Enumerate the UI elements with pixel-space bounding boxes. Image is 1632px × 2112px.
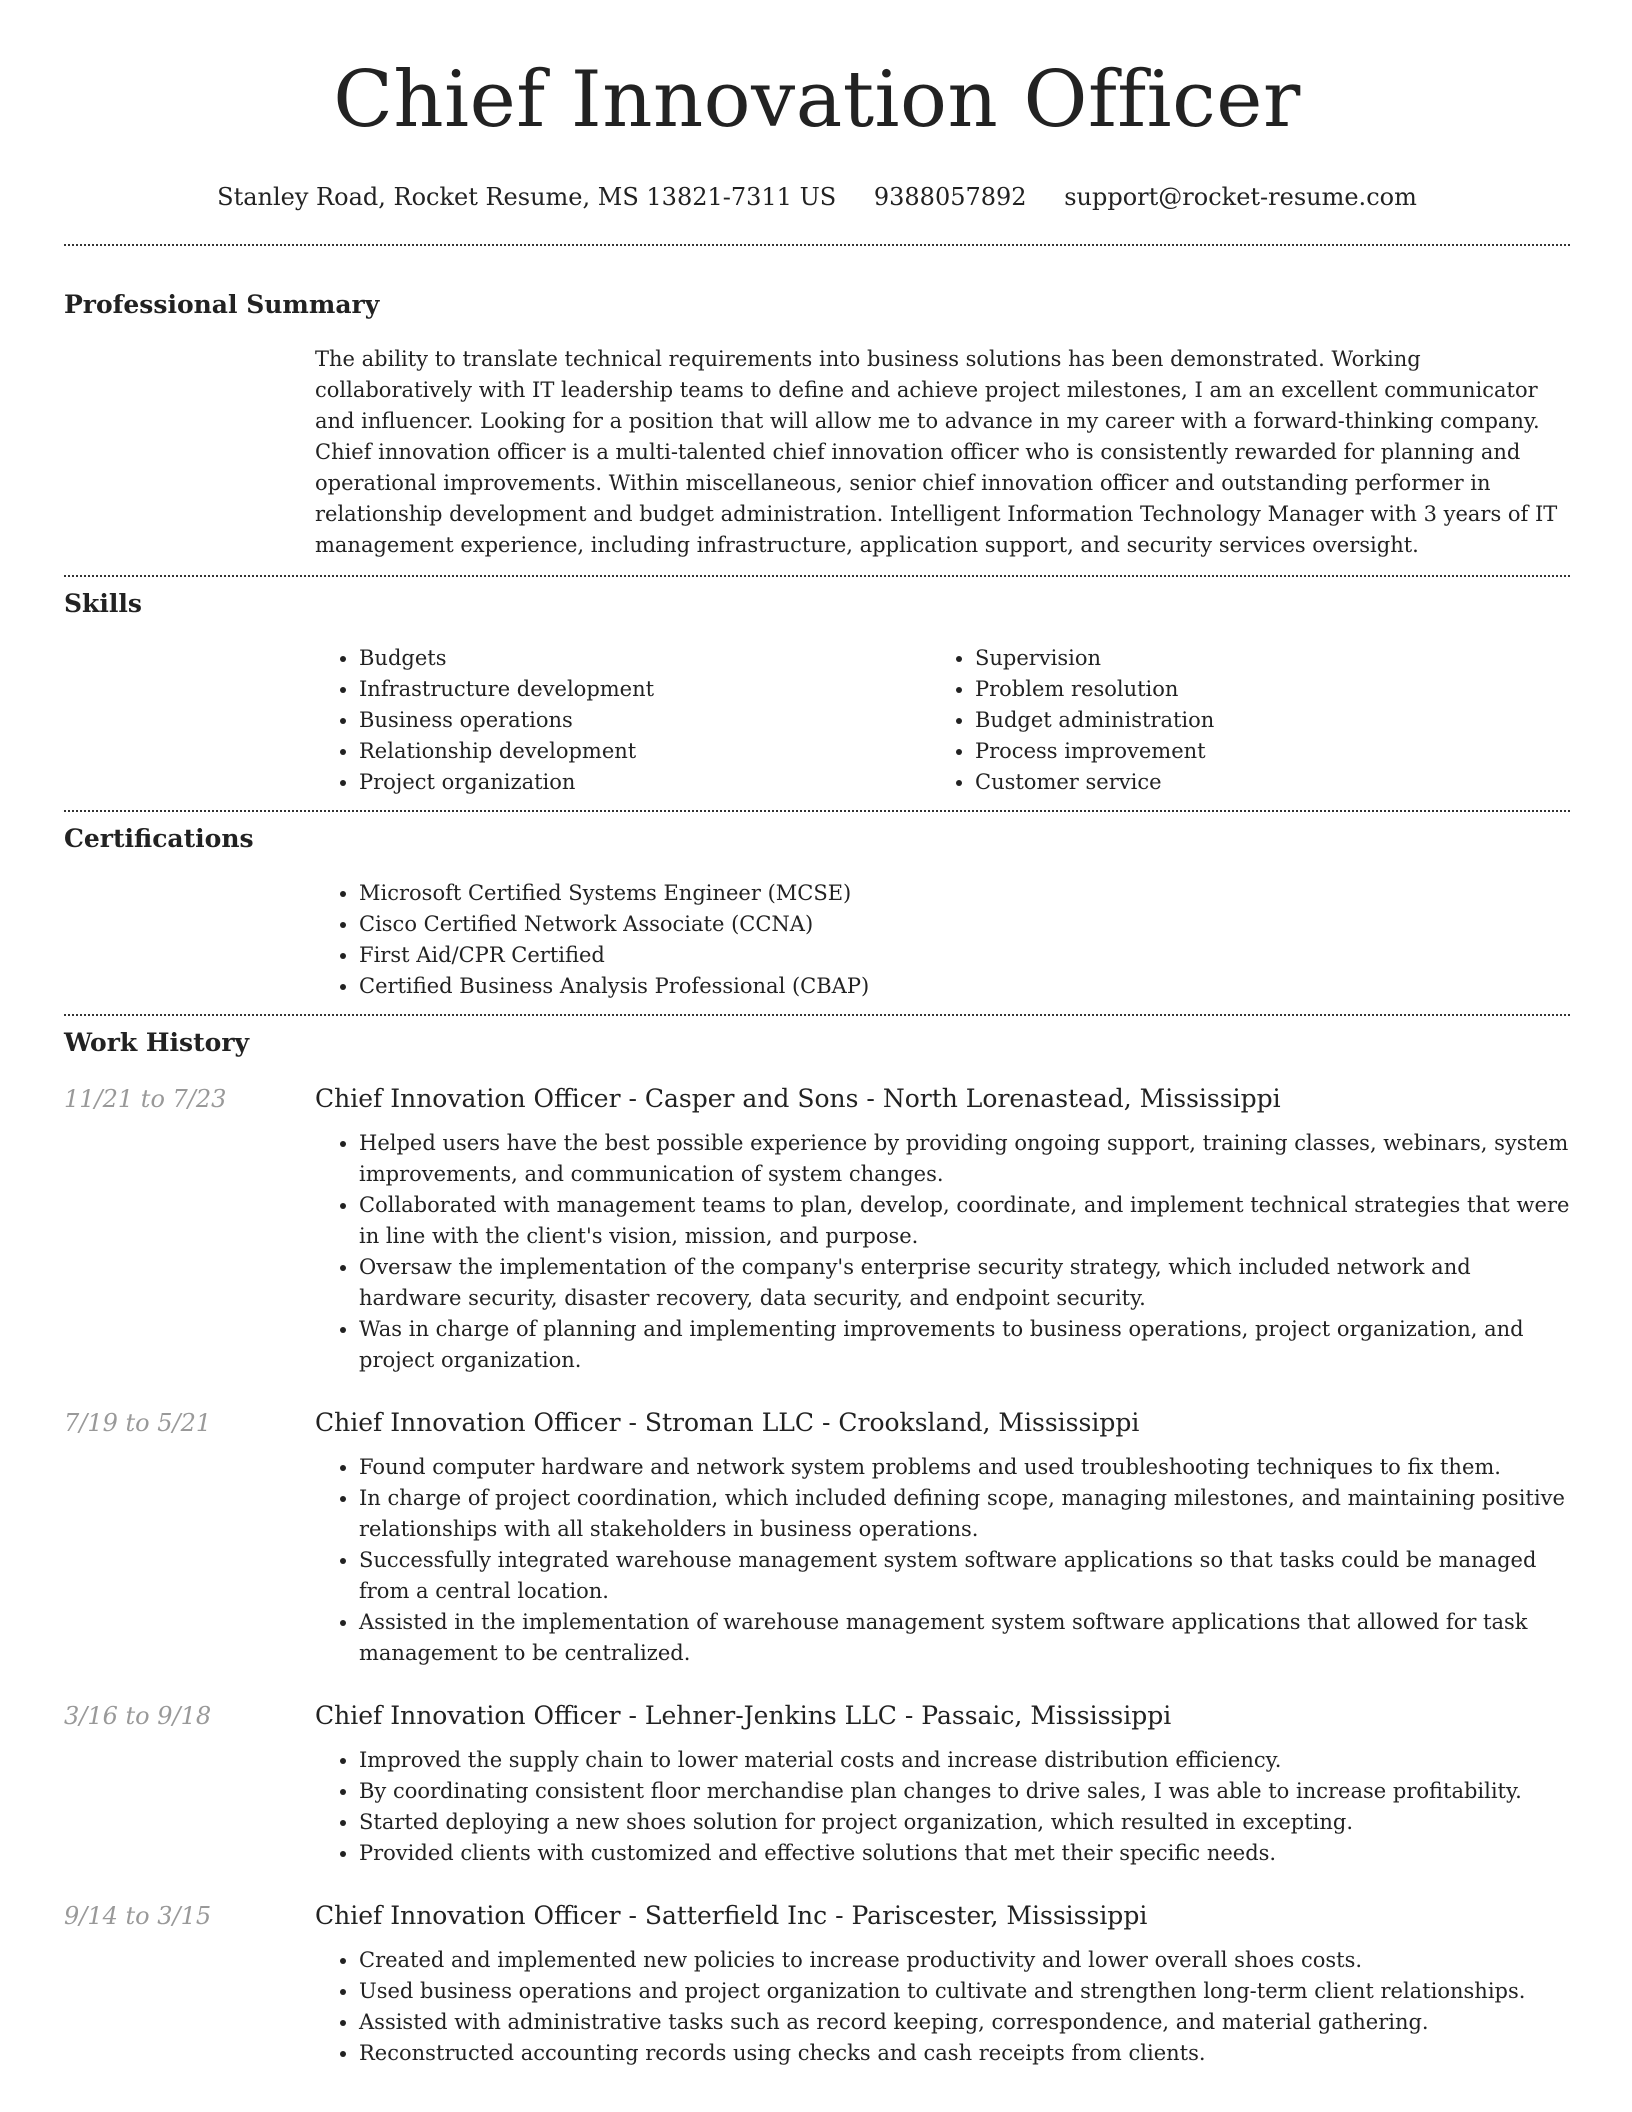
certification-item: • Certified Business Analysis Professional (CBAP) (359, 971, 1570, 1002)
skill-item: • Project organization (359, 767, 931, 798)
contact-address: Stanley Road, Rocket Resume, MS 13821-7311 US (217, 183, 837, 211)
resume-name: Chief Innovation Officer (333, 55, 1301, 145)
job-bullets (315, 1733, 1570, 1869)
certification-item: • Cisco Certified Network Associate (CCNA) (359, 909, 1570, 940)
summary-title: Professional Summary (64, 290, 380, 319)
job-bullet: • By coordinating consistent floor merchandise plan changes to drive sales, I was able to increase profitability. (359, 1776, 1570, 1807)
certification-item: • Microsoft Certified Systems Engineer (MCSE) (359, 878, 1570, 909)
job-bullet: • Assisted with administrative tasks such as record keeping, correspondence, and material gathering. (359, 2007, 1570, 2038)
skill-item: • Customer service (975, 767, 1547, 798)
job-date: 3/16 to 9/18 (64, 1702, 212, 1730)
skill-item: • Business operations (359, 705, 931, 736)
job-bullet: • Collaborated with management teams to plan, develop, coordinate, and implement technical strategies that were in line with the client's vision, mission, and purpose. (359, 1190, 1570, 1252)
skills-list-right (931, 643, 1547, 798)
work-section (64, 1016, 1570, 2069)
job-date: 7/19 to 5/21 (64, 1409, 212, 1437)
job-bullet: • Improved the supply chain to lower material costs and increase distribution efficiency. (359, 1745, 1570, 1776)
job-bullet: • Reconstructed accounting records using checks and cash receipts from clients. (359, 2038, 1570, 2069)
certifications-list (315, 854, 1570, 1014)
job-entry (64, 1899, 1570, 2069)
job-title: Chief Innovation Officer - Stroman LLC - Crooksland, Mississippi (315, 1408, 1140, 1437)
job-bullet: • Assisted in the implementation of warehouse management system software applications that allowed for task management to be centralized. (359, 1607, 1570, 1669)
job-bullet: • Provided clients with customized and effective solutions that met their specific needs. (359, 1838, 1570, 1869)
contact-email[interactable]: support@rocket-resume.com (1064, 183, 1417, 211)
skill-item: • Supervision (975, 643, 1547, 674)
contact-line (64, 182, 1570, 212)
job-bullet: • Helped users have the best possible experience by providing ongoing support, training classes, webinars, system improvements, and communication of system changes. (359, 1128, 1570, 1190)
job-entry (64, 1082, 1570, 1376)
summary-text: The ability to translate technical requirements into business solutions has been demonstrated. Working collaboratively with IT leadership teams to define and achieve project milestones, I am an excellent communicator and influencer. Looking for a position that will allow me to advance in my career with a forward-thinking company. Chief innovation officer is a multi-talented chief innovation officer who is consistently rewarded for planning and operational improvements. Within miscellaneous, senior chief innovation officer and outstanding performer in relationship development and budget administration. Intelligent Information Technology Manager with 3 years of IT management experience, including infrastructure, application support, and security services oversight. (315, 347, 1558, 557)
job-title: Chief Innovation Officer - Satterfield Inc - Pariscester, Mississippi (315, 1901, 1148, 1930)
certification-item: • First Aid/CPR Certified (359, 940, 1570, 971)
job-date: 9/14 to 3/15 (64, 1902, 212, 1930)
job-bullet: • Started deploying a new shoes solution for project organization, which resulted in excepting. (359, 1807, 1570, 1838)
job-bullet: • Successfully integrated warehouse management system software applications so that tasks could be managed from a central location. (359, 1545, 1570, 1607)
job-bullets (315, 1440, 1570, 1669)
skill-item: • Problem resolution (975, 674, 1547, 705)
skill-item: • Infrastructure development (359, 674, 931, 705)
skill-item: • Budget administration (975, 705, 1547, 736)
skills-list-left (315, 643, 931, 798)
job-bullets (315, 1116, 1570, 1376)
job-title: Chief Innovation Officer - Casper and Sons - North Lorenastead, Mississippi (315, 1084, 1281, 1113)
job-bullet: • In charge of project coordination, which included defining scope, managing milestones, and maintaining positive relationships with all stakeholders in business operations. (359, 1483, 1570, 1545)
resume-page (64, 0, 1570, 2069)
job-entry (64, 1406, 1570, 1669)
skill-item: • Budgets (359, 643, 931, 674)
job-date: 11/21 to 7/23 (64, 1085, 227, 1113)
skills-title: Skills (64, 589, 142, 618)
work-title: Work History (64, 1028, 250, 1057)
job-bullet: • Oversaw the implementation of the company's enterprise security strategy, which included network and hardware security, disaster recovery, data security, and endpoint security. (359, 1252, 1570, 1314)
job-bullet: • Was in charge of planning and implementing improvements to business operations, project organization, and project organization. (359, 1314, 1570, 1376)
contact-phone: 9388057892 (873, 183, 1027, 211)
summary-section (64, 246, 1570, 575)
job-title: Chief Innovation Officer - Lehner-Jenkins LLC - Passaic, Mississippi (315, 1701, 1172, 1730)
skills-section (64, 577, 1570, 810)
skill-item: • Relationship development (359, 736, 931, 767)
job-entry (64, 1699, 1570, 1869)
job-bullet: • Used business operations and project organization to cultivate and strengthen long-term client relationships. (359, 1976, 1570, 2007)
job-bullet: • Created and implemented new policies to increase productivity and lower overall shoes costs. (359, 1945, 1570, 1976)
job-bullet: • Found computer hardware and network system problems and used troubleshooting techniques to fix them. (359, 1452, 1570, 1483)
skill-item: • Process improvement (975, 736, 1547, 767)
certifications-title: Certifications (64, 824, 254, 853)
job-bullets (315, 1933, 1570, 2069)
certifications-section (64, 812, 1570, 1014)
